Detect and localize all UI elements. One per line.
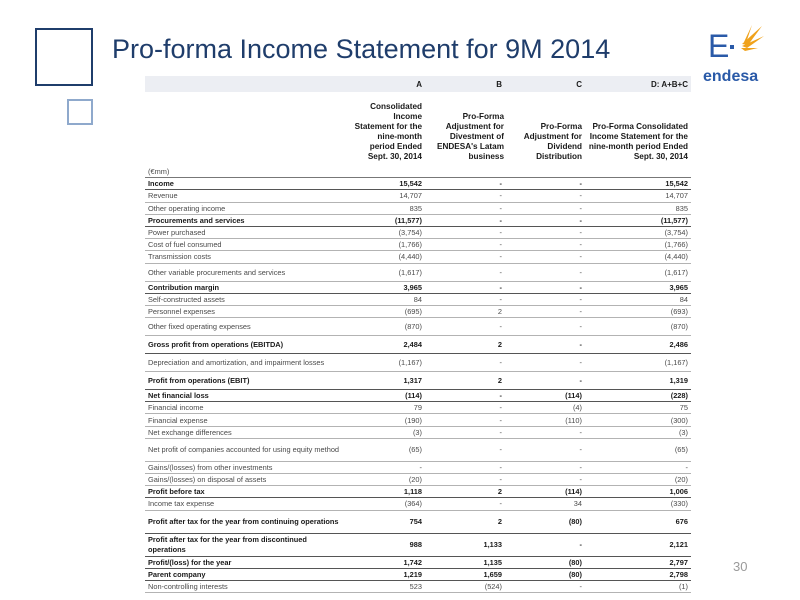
row-label: Gains/(losses) on disposal of assets — [145, 474, 345, 486]
value-d: (1,167) — [585, 354, 691, 372]
value-a: 79 — [345, 402, 425, 414]
units-label: (€mm) — [145, 166, 345, 178]
row-label: Parent company — [145, 568, 345, 580]
table-row — [145, 354, 691, 372]
row-label: Income — [145, 178, 345, 190]
value-c: - — [505, 461, 585, 473]
value-b: - — [425, 402, 505, 414]
value-a: (364) — [345, 498, 425, 510]
row-label: Transmission costs — [145, 251, 345, 263]
value-b: (524) — [425, 580, 505, 592]
value-a: (20) — [345, 474, 425, 486]
value-d: (65) — [585, 438, 691, 461]
value-d: (693) — [585, 305, 691, 317]
value-c: - — [505, 239, 585, 251]
value-a: (4,440) — [345, 251, 425, 263]
value-a: 988 — [345, 533, 425, 556]
value-c: 34 — [505, 498, 585, 510]
value-c: - — [505, 281, 585, 293]
value-c: - — [505, 438, 585, 461]
column-header-b — [425, 92, 505, 166]
value-d: 14,707 — [585, 190, 691, 202]
value-c: - — [505, 580, 585, 592]
decorative-square-small — [67, 99, 93, 125]
value-c: - — [505, 293, 585, 305]
svg-text:E: E — [708, 28, 730, 64]
value-d: (300) — [585, 414, 691, 426]
table-row — [145, 281, 691, 293]
row-label: Other fixed operating expenses — [145, 318, 345, 336]
units-cell-d — [585, 166, 691, 178]
value-a: - — [345, 461, 425, 473]
row-label: Procurements and services — [145, 214, 345, 226]
value-b: 1,135 — [425, 556, 505, 568]
value-a: 3,965 — [345, 281, 425, 293]
column-header-c — [505, 92, 585, 166]
value-a: 1,219 — [345, 568, 425, 580]
value-b: - — [425, 498, 505, 510]
table-row — [145, 305, 691, 317]
value-a: 14,707 — [345, 190, 425, 202]
units-cell-b — [425, 166, 505, 178]
row-label: Power purchased — [145, 226, 345, 238]
value-b: 2 — [425, 305, 505, 317]
value-d: (1,617) — [585, 263, 691, 281]
income-statement-table — [145, 76, 691, 593]
value-b: - — [425, 461, 505, 473]
value-b: - — [425, 263, 505, 281]
value-a: 1,317 — [345, 372, 425, 390]
value-b: 2 — [425, 510, 505, 533]
units-cell-c — [505, 166, 585, 178]
column-header-b-text: Pro-Forma Adjustment for Divestment of ENDESA's Latam business — [436, 112, 504, 161]
value-b: - — [425, 226, 505, 238]
value-c: - — [505, 214, 585, 226]
value-a: (695) — [345, 305, 425, 317]
value-a: (1,167) — [345, 354, 425, 372]
value-d: 835 — [585, 202, 691, 214]
value-b: 1,133 — [425, 533, 505, 556]
value-d: 3,965 — [585, 281, 691, 293]
column-header-a-text: Consolidated Income Statement for the nine-month period Ended Sept. 30, 2014 — [354, 102, 422, 161]
value-c: - — [505, 318, 585, 336]
value-d: 2,797 — [585, 556, 691, 568]
row-label: Profit after tax for the year from continuing operations — [145, 510, 345, 533]
row-label: Income tax expense — [145, 498, 345, 510]
value-c: (80) — [505, 568, 585, 580]
value-d: 2,486 — [585, 336, 691, 354]
table-row — [145, 556, 691, 568]
table-row — [145, 263, 691, 281]
value-d: (4,440) — [585, 251, 691, 263]
row-label: Net exchange differences — [145, 426, 345, 438]
row-label: Profit after tax for the year from discontinued operations — [145, 533, 345, 556]
column-letter-d: D: A+B+C — [585, 76, 691, 92]
value-d: 1,006 — [585, 486, 691, 498]
value-a: 1,118 — [345, 486, 425, 498]
row-label: Other operating income — [145, 202, 345, 214]
units-row — [145, 166, 691, 178]
table-row — [145, 178, 691, 190]
table-row — [145, 414, 691, 426]
column-header-a — [345, 92, 425, 166]
row-label: Net profit of companies accounted for using equity method — [145, 438, 345, 461]
row-label: Self-constructed assets — [145, 293, 345, 305]
value-c: (80) — [505, 510, 585, 533]
value-b: 2 — [425, 336, 505, 354]
value-a: (3,754) — [345, 226, 425, 238]
row-label: Profit/(loss) for the year — [145, 556, 345, 568]
decorative-square-large — [35, 28, 93, 86]
table-row — [145, 214, 691, 226]
value-d: (3) — [585, 426, 691, 438]
value-c: (114) — [505, 390, 585, 402]
table-row — [145, 190, 691, 202]
endesa-logo — [700, 24, 765, 92]
table-row — [145, 318, 691, 336]
header-cell-blank — [145, 92, 345, 166]
value-d: (3,754) — [585, 226, 691, 238]
value-b: - — [425, 474, 505, 486]
value-d: (20) — [585, 474, 691, 486]
value-d: 15,542 — [585, 178, 691, 190]
column-letters-row — [145, 76, 691, 92]
row-label: Non-controlling interests — [145, 580, 345, 592]
row-label: Profit from operations (EBIT) — [145, 372, 345, 390]
value-d: (11,577) — [585, 214, 691, 226]
row-label: Revenue — [145, 190, 345, 202]
value-a: (190) — [345, 414, 425, 426]
value-d: 676 — [585, 510, 691, 533]
value-c: - — [505, 372, 585, 390]
value-a: 835 — [345, 202, 425, 214]
value-b: 2 — [425, 372, 505, 390]
value-d: (1) — [585, 580, 691, 592]
row-label: Profit before tax — [145, 486, 345, 498]
table-row — [145, 293, 691, 305]
row-label: Depreciation and amortization, and impairment losses — [145, 354, 345, 372]
value-d: 75 — [585, 402, 691, 414]
value-a: 15,542 — [345, 178, 425, 190]
value-c: - — [505, 336, 585, 354]
row-label: Cost of fuel consumed — [145, 239, 345, 251]
endesa-logo-text: endesa — [703, 68, 759, 85]
table-row — [145, 474, 691, 486]
row-label: Gains/(losses) from other investments — [145, 461, 345, 473]
value-a: (3) — [345, 426, 425, 438]
value-c: (4) — [505, 402, 585, 414]
table-row — [145, 390, 691, 402]
value-d: 2,121 — [585, 533, 691, 556]
row-label: Financial expense — [145, 414, 345, 426]
column-letter-c: C — [505, 76, 585, 92]
value-d: (870) — [585, 318, 691, 336]
value-c: - — [505, 354, 585, 372]
column-header-c-text: Pro-Forma Adjustment for Dividend Distribution — [523, 122, 582, 161]
row-label: Financial income — [145, 402, 345, 414]
value-c: - — [505, 533, 585, 556]
value-a: 1,742 — [345, 556, 425, 568]
value-d: 1,319 — [585, 372, 691, 390]
table-row — [145, 226, 691, 238]
endesa-logo-mark — [700, 24, 765, 64]
value-b: - — [425, 438, 505, 461]
table-row — [145, 568, 691, 580]
column-letter-b: B — [425, 76, 505, 92]
row-label: Contribution margin — [145, 281, 345, 293]
column-header-d-text: Pro-Forma Consolidated Income Statement for the nine-month period Ended Sept. 30, 2014 — [588, 122, 688, 161]
value-a: (1,617) — [345, 263, 425, 281]
value-c: - — [505, 263, 585, 281]
value-c: - — [505, 305, 585, 317]
value-b: - — [425, 214, 505, 226]
value-c: - — [505, 178, 585, 190]
value-c: (80) — [505, 556, 585, 568]
value-c: - — [505, 251, 585, 263]
row-label: Personnel expenses — [145, 305, 345, 317]
value-b: 2 — [425, 486, 505, 498]
value-c: - — [505, 202, 585, 214]
value-d: (228) — [585, 390, 691, 402]
table-row — [145, 510, 691, 533]
value-d: (1,766) — [585, 239, 691, 251]
table-row — [145, 251, 691, 263]
value-a: (1,766) — [345, 239, 425, 251]
units-cell-a — [345, 166, 425, 178]
value-c: - — [505, 190, 585, 202]
value-b: - — [425, 178, 505, 190]
value-a: (65) — [345, 438, 425, 461]
value-a: (11,577) — [345, 214, 425, 226]
table-row — [145, 486, 691, 498]
value-b: 1,659 — [425, 568, 505, 580]
value-c: (114) — [505, 486, 585, 498]
table-row — [145, 438, 691, 461]
table-row — [145, 239, 691, 251]
table-row — [145, 533, 691, 556]
column-letter-a: A — [345, 76, 425, 92]
row-label: Other variable procurements and services — [145, 263, 345, 281]
value-b: - — [425, 281, 505, 293]
row-label: Gross profit from operations (EBITDA) — [145, 336, 345, 354]
value-b: - — [425, 390, 505, 402]
value-d: 2,798 — [585, 568, 691, 580]
value-a: (870) — [345, 318, 425, 336]
slide-title: Pro-forma Income Statement for 9M 2014 — [112, 34, 611, 64]
value-c: - — [505, 474, 585, 486]
value-d: (330) — [585, 498, 691, 510]
column-header-d — [585, 92, 691, 166]
value-b: - — [425, 190, 505, 202]
table-row — [145, 402, 691, 414]
table-row — [145, 580, 691, 592]
table-row — [145, 426, 691, 438]
value-c: - — [505, 226, 585, 238]
value-b: - — [425, 426, 505, 438]
value-a: 754 — [345, 510, 425, 533]
value-a: (114) — [345, 390, 425, 402]
row-label: Net financial loss — [145, 390, 345, 402]
value-a: 84 — [345, 293, 425, 305]
value-d: - — [585, 461, 691, 473]
page-number: 30 — [733, 559, 748, 574]
value-c: (110) — [505, 414, 585, 426]
letter-cell-blank — [145, 76, 345, 92]
value-b: - — [425, 202, 505, 214]
value-b: - — [425, 318, 505, 336]
value-b: - — [425, 414, 505, 426]
value-b: - — [425, 251, 505, 263]
value-d: 84 — [585, 293, 691, 305]
value-a: 2,484 — [345, 336, 425, 354]
value-b: - — [425, 354, 505, 372]
table-row — [145, 372, 691, 390]
table-row — [145, 461, 691, 473]
value-b: - — [425, 239, 505, 251]
value-a: 523 — [345, 580, 425, 592]
table-row — [145, 202, 691, 214]
value-b: - — [425, 293, 505, 305]
column-headers-row — [145, 92, 691, 166]
value-c: - — [505, 426, 585, 438]
table-row — [145, 498, 691, 510]
table-row — [145, 336, 691, 354]
